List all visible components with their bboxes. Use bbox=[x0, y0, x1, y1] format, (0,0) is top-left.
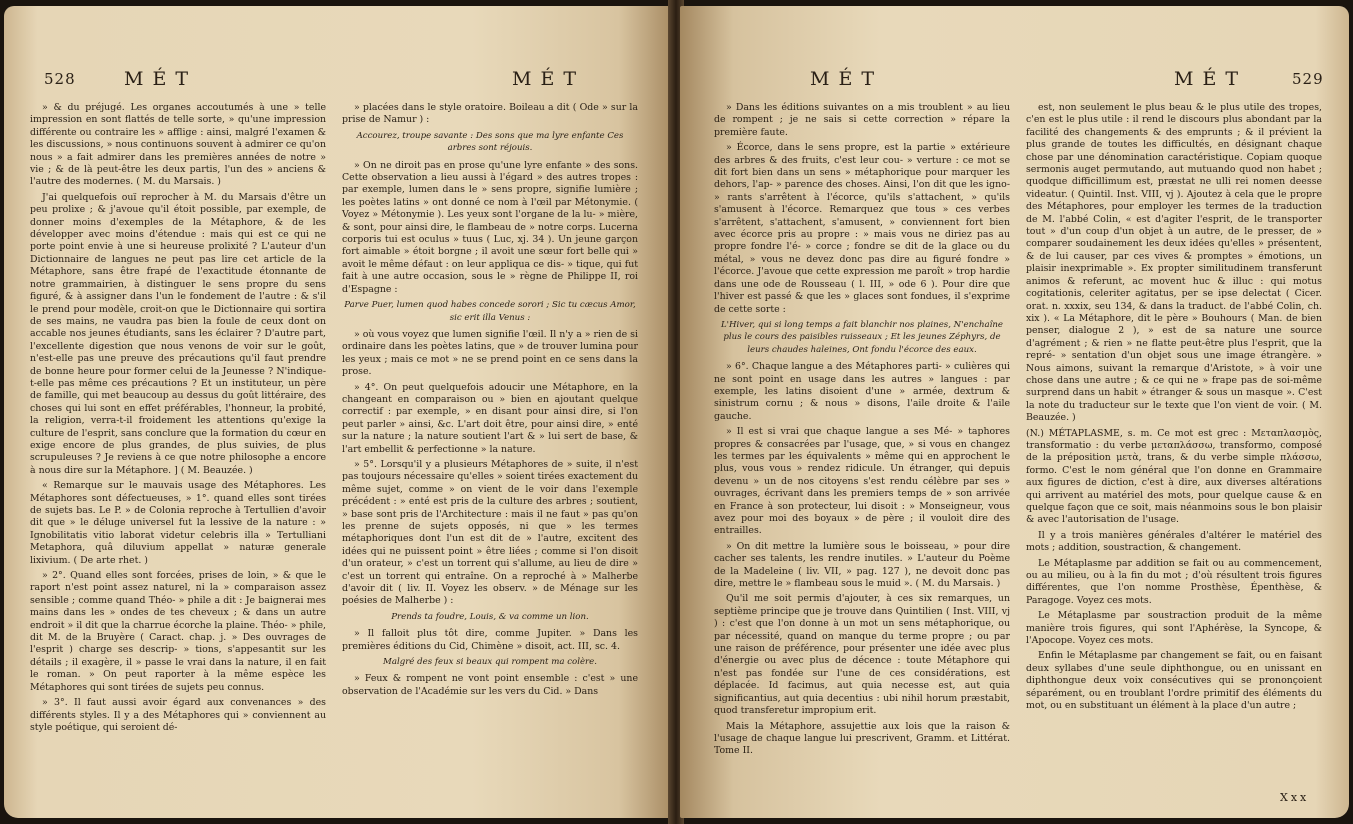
paragraph: » Écorce, dans le sens propre, est la partie » extérieure des arbres & des fruits, c'est leur cou- » verture : ce mot se dit fort bien dans un sens » métaphorique pour marquer les dehors, l'ap- » parence des choses. Ainsi, l'on dit que les igno- » rants s'arrêtent à l'écorce, qu'ils s'attachent, » qu'ils s'amusent à l'écorce. Remarquez que tous » ces verbes s'arrêtent, s'attachent, s'amusent, » conviennent fort bien avec écorce pris au propre : » mais vous ne diriez pas au propre fondre l'é- » corce ; fondre se dit de la glace ou du métal, » vous ne devez donc pas dire au figuré fondre » l'écorce. J'avoue que cette expression me paroît » trop hardie dans une ode de Rousseau ( l. III, » ode 6 ). Pour dire que l'hiver est passé & que les » glaces sont fondues, il s'exprime de cette sorte : bbox=[714, 142, 1010, 315]
right-running-head bbox=[680, 68, 1349, 98]
paragraph: » 2°. Quand elles sont forcées, prises de loin, » & que le raport n'est point assez naturel, ni la » comparaison assez sensible ; comme quand Théo- » phile a dit : Je baignerai mes mains dans les » ondes de tes cheveux ; & dans un autre endroit » il dit que la charrue écorche la plaine. Théo- » phile, dit M. de la Bruyère ( Caract. chap. j. » Des ouvrages de l'esprit ) charge ses descrip- » tions, s'appesantit sur les détails ; il exagère, il » passe le vrai dans la nature, il en fait le roman. » On peut raporter à la même espèce les Métaphores qui sont tirées de sujets peu connus. bbox=[30, 570, 326, 693]
paragraph: » On dit mettre la lumière sous le boisseau, » pour dire cacher ses talents, les rendre inutiles. » L'auteur du Poème de la Madeleine ( liv. VII, » pag. 127 ), ne devoit donc pas dire, mettre le » flambeau sous le muid ». ( M. du Marsais. ) bbox=[714, 540, 1010, 590]
paragraph: » Feux & rompent ne vont point ensemble : c'est » une observation de l'Académie sur les vers du Cid. » Dans bbox=[342, 673, 638, 697]
paragraph: » On ne diroit pas en prose qu'une lyre enfante » des sons. Cette observation a lieu aussi à l'égard » des autres tropes : par exemple, lumen dans le » sens propre, signifie lumière ; les poètes latins » ont donné ce nom à l'œil par Métonymie. ( Voyez » Métonymie ). Les yeux sont l'organe de la lu- » mière, & sont, pour ainsi dire, le flambeau de » notre corps. Lucerna corporis tui est oculus » tuus ( Luc, xj. 34 ). Un jeune garçon fort aimable » étoit borgne ; il avoit une sœur fort belle qui » avoit le même défaut : on leur appliqua ce dis- » tique, qui fut fait à une autre occasion, sous le » règne de Philippe II, roi d'Espagne : bbox=[342, 159, 638, 295]
verse-quote: Prends ta foudre, Louis, & va comme un lion. bbox=[391, 611, 589, 622]
paragraph: « Remarque sur le mauvais usage des Métaphores. Les Métaphores sont défectueuses, » 1°. quand elles sont tirées de sujets bas. Le P. » de Colonia reproche à Tertullien d'avoir dit que » le déluge universel fut la lessive de la nature : » Ignobilitatis vitio laborat videtur celebris illa » Tertulliani Metaphora, quâ diluvium appellat » naturæ generale lixivium. ( De arte rhet. ) bbox=[30, 480, 326, 566]
paragraph: est, non seulement le plus beau & le plus utile des tropes, c'en est le plus utile : il rend le discours plus abondant par la facilité des changements & des emprunts ; & il prévient la plus grande de toutes les difficultés, en désignant chaque chose par une dénomination caractéristique. Copiam quoque sermonis auget permutando, aut mutuando quod non habet ; quodque difficillimum est, præstat ne ulli rei nomen deesse videatur. ( Quintil. Inst. VIII, vj ). Ajoutez à cela que le propre des Métaphores, pour employer les termes de la traduction de M. l'abbé Colin, « est d'agiter l'esprit, de le transporter tout » d'un coup d'un objet à un autre, de le presser, de » comparer soudainement les deux idées qu'elles » présentent, & de lui causer, par ces vives & promptes » émotions, un plaisir inexprimable ». Ex propter similitudinem transferunt animos & referunt, ac movent huc & illuc : qui motus cogitationis, celeriter agitatus, per se ipse delectat ( Cicer. orat. n. xxxix, seu 134, & dans la traduct. de l'abbé Colin, ch. xix ). « La Métaphore, dit le père » Bouhours ( Man. de bien penser, dialogue 2 ), » est de sa nature une source d'agrément ; & rien » ne flatte peut-être plus l'esprit, que la repré- » sentation d'un objet sous une image étrangère. » Nous aimons, suivant la remarque d'Aristote, » à voir une chose dans une autre ; & ce qui ne » frape pas de soi-même surprend dans un habit » étranger & sous un masque ». C'est la note du traducteur sur le texte que l'on vient de voir. ( M. Beauzée. ) bbox=[1026, 102, 1322, 424]
text-column bbox=[30, 102, 326, 737]
paragraph: » 3°. Il faut aussi avoir égard aux convenances » des différents styles. Il y a des Métaphores qui » conviennent au style poétique, qui seroient dé- bbox=[30, 697, 326, 733]
paragraph: » 6°. Chaque langue a des Métaphores parti- » culières qui ne sont point en usage dans les autres » langues : par exemple, les latins disoient d'une » armée, dextrum & sinistrum cornu ; & nous » disons, l'aile droite & l'aile gauche. bbox=[714, 361, 1010, 422]
paragraph: J'ai quelquefois ouï reprocher à M. du Marsais d'être un peu prolixe ; & j'avoue qu'il étoit possible, par exemple, de donner moins d'exemples de la Métaphore, & de les développer avec moins d'étendue : mais qui est ce qui ne porte point envie à une si heureuse prolixité ? L'auteur d'un Dictionnaire de langues ne peut pas lire cet article de la Métaphore, sans être frapé de l'exactitude étonnante de notre grammairien, à distinguer le sens propre du sens figuré, & à assigner dans l'un le fondement de l'autre : & s'il le prend pour modèle, croit-on que le Dictionnaire qui sortira de ses mains, ne vaudra pas bien la foule de ceux dont on accable nos jeunes étudiants, sans les éclairer ? D'autre part, l'excellente digestion que nous venons de voir sur le goût, n'est-elle pas une preuve des précautions qu'il faut prendre de bonne heure pour former celui de la Jeunesse ? N'indique-t-elle pas même ces précautions ? Et un instituteur, un père de famille, qui met beaucoup au dessus du goût littéraire, des choses qui lui sont en effet préférables, l'honneur, la probité, la religion, verra-t-il froidement les attentions qu'exige la culture de l'esprit, sans conclure que la formation du cœur en exige encore de plus grandes, de plus suivies, de plus scrupuleuses ? Je reviens à ce que notre philosophe a encore à nous dire sur la Métaphore. ] ( M. Beauzée. ) bbox=[30, 191, 326, 476]
verse-quote: Parve Puer, lumen quod habes concede sorori ; Sic tu cæcus Amor, sic erit illa Venus : bbox=[344, 300, 636, 323]
left-running-head bbox=[4, 68, 672, 98]
paragraph: Qu'il me soit permis d'ajouter, à ces six remarques, un septième principe que je trouve dans Quintilien ( Inst. VIII, vj ) : c'est que l'on donne à un mot un sens métaphorique, ou par nécessité, quand on manque du terme propre ; ou par une raison de préférence, pour présenter une idée avec plus d'énergie ou avec plus de décence : toute Métaphore qui n'est pas fondée sur l'une de ces considérations, est déplacée. Id facimus, aut quia necesse est, aut quia significantius, aut quia decentius : ubi nihil horum præstabit, quod transferetur impropium erit. bbox=[714, 593, 1010, 717]
paragraph: » placées dans le style oratoire. Boileau a dit ( Ode » sur la prise de Namur ) : bbox=[342, 102, 638, 126]
running-headword: MÉT bbox=[124, 68, 197, 90]
left-page bbox=[4, 6, 672, 818]
dictionary-entry: (N.) MÉTAPLASME, s. m. Ce mot est grec : Μεταπλασμὸς, transformatio : du verbe μεταπλάσσω, transformo, composé de la préposition μετὰ, trans, & du verbe simple πλάσσω, formo. C'est le nom général que l'on donne en Grammaire aux figures de diction, c'est à dire, aux diverses altérations qui arrivent au matériel des mots, pour quelque cause & en quelque façon que ce soit, mais néanmoins sous le bon plaisir & avec l'autorisation de l'usage. bbox=[1026, 427, 1322, 526]
paragraph: Enfin le Métaplasme par changement se fait, ou en faisant deux syllabes d'une seule diphthongue, ou en unissant en diphthongue deux voix consécutives qui se prononçoient séparément, ou en troublant l'ordre primitif des éléments du mot, ou en substituant un élément à la place d'un autre ; bbox=[1026, 650, 1322, 712]
verse-quote: L'Hiver, qui si long temps a fait blanchir nos plaines, N'enchaîne plus le cours des paisibles ruisseaux ; Et les jeunes Zéphyrs, de leurs chaudes haleines, Ont fondu l'écorce des eaux. bbox=[720, 319, 1004, 355]
paragraph: Le Métaplasme par soustraction produit de la même manière trois figures, qui sont l'Aphérèse, la Syncope, & l'Apocope. Voyez ces mots. bbox=[1026, 610, 1322, 647]
text-column bbox=[1026, 102, 1322, 716]
verse-quote: Malgré des feux si beaux qui rompent ma colère. bbox=[383, 657, 597, 668]
paragraph: Le Métaplasme par addition se fait ou au commencement, ou au milieu, ou à la fin du mot ; d'où résultent trois figures différentes, que l'on nomme Prosthèse, Épenthèse, & Paragoge. Voyez ces mots. bbox=[1026, 557, 1322, 606]
page-number: 528 bbox=[44, 70, 76, 88]
right-page bbox=[680, 6, 1349, 818]
verse-quote: Accourez, troupe savante : Des sons que ma lyre enfante Ces arbres sont réjouis. bbox=[356, 130, 624, 154]
running-headword: MÉT bbox=[512, 68, 585, 90]
paragraph: Mais la Métaphore, assujettie aux lois que la raison & l'usage de chaque langue lui prescrivent, Gramm. et Littérat. Tome II. bbox=[714, 720, 1010, 757]
signature-mark: Xxx bbox=[1280, 791, 1310, 804]
paragraph: » Dans les éditions suivantes on a mis troublent » au lieu de rompent ; je ne sais si cette correction » répare la première faute. bbox=[714, 102, 1010, 138]
paragraph: » Il falloit plus tôt dire, comme Jupiter. » Dans les premières éditions du Cid, Chimène » disoit, act. III, sc. 4. bbox=[342, 628, 638, 652]
page-number: 529 bbox=[1292, 70, 1324, 88]
text-column bbox=[714, 102, 1010, 761]
paragraph: Il y a trois manières générales d'altérer le matériel des mots ; addition, soustraction, & changement. bbox=[1026, 529, 1322, 554]
paragraph: » où vous voyez que lumen signifie l'œil. Il n'y a » rien de si ordinaire dans les poètes latins, que » de trouver lumina pour les yeux ; mais ce mot » ne se prend point en ce sens dans la prose. bbox=[342, 328, 638, 378]
running-headword: MÉT bbox=[1174, 68, 1247, 90]
running-headword: MÉT bbox=[810, 68, 883, 90]
paragraph: » 4°. On peut quelquefois adoucir une Métaphore, en la changeant en comparaison ou » bien en ajoutant quelque correctif : par exemple, » en disant pour ainsi dire, si l'on peut parler » ainsi, &c. L'art doit être, pour ainsi dire, » enté sur la nature ; la nature soutient l'art & » lui sert de base, & l'art embellit & perfectionne » la nature. bbox=[342, 381, 638, 455]
text-column bbox=[342, 102, 638, 701]
paragraph: » Il est si vrai que chaque langue a ses Mé- » taphores propres & consacrées par l'usage, que, » si vous en changez les termes par les équivalents » même qui en approchent le plus, vous vous » rendez ridicule. Un étranger, qui depuis devenu » un de nos citoyens s'est rendu célèbre par ses » ouvrages, écrivant dans les premiers temps de » son arrivée en France à son protecteur, lui disoit : » Monseigneur, vous avez pour moi des boyaux » de père ; il vouloit dire des entrailles. bbox=[714, 426, 1010, 537]
paragraph: » 5°. Lorsqu'il y a plusieurs Métaphores de » suite, il n'est pas toujours nécessaire qu'elles » soient tirées exactement du même sujet, comme » on vient de le voir dans l'exemple précédent : » enté est pris de la culture des arbres ; soutient, » base sont pris de l'Architecture : mais il ne faut » pas qu'on les prenne de sujets opposés, ni que » les termes métaphoriques dont l'un est dit de » l'autre, excitent des idées qui ne puissent point » être liées ; comme si l'on disoit d'un orateur, » c'est un torrent qui s'allume, au lieu de dire » c'est un torrent qui entraîne. On a reproché à » Malherbe d'avoir dit ( liv. II. Voyez les observ. » de Ménage sur les poésies de Malherbe ) : bbox=[342, 458, 638, 607]
paragraph: » & du préjugé. Les organes accoutumés à une » telle impression en sont flattés de telle sorte, » qu'une impression différente ou contraire les » afflige : ainsi, malgré l'examen & les discussions, » nous continuons souvent à admirer ce qu'on nous » a fait admirer dans les premières années de notre » vie ; & de là peut-être les deux partis, l'un des » anciens & l'autre des modernes. ( M. du Marsais. ) bbox=[30, 102, 326, 188]
